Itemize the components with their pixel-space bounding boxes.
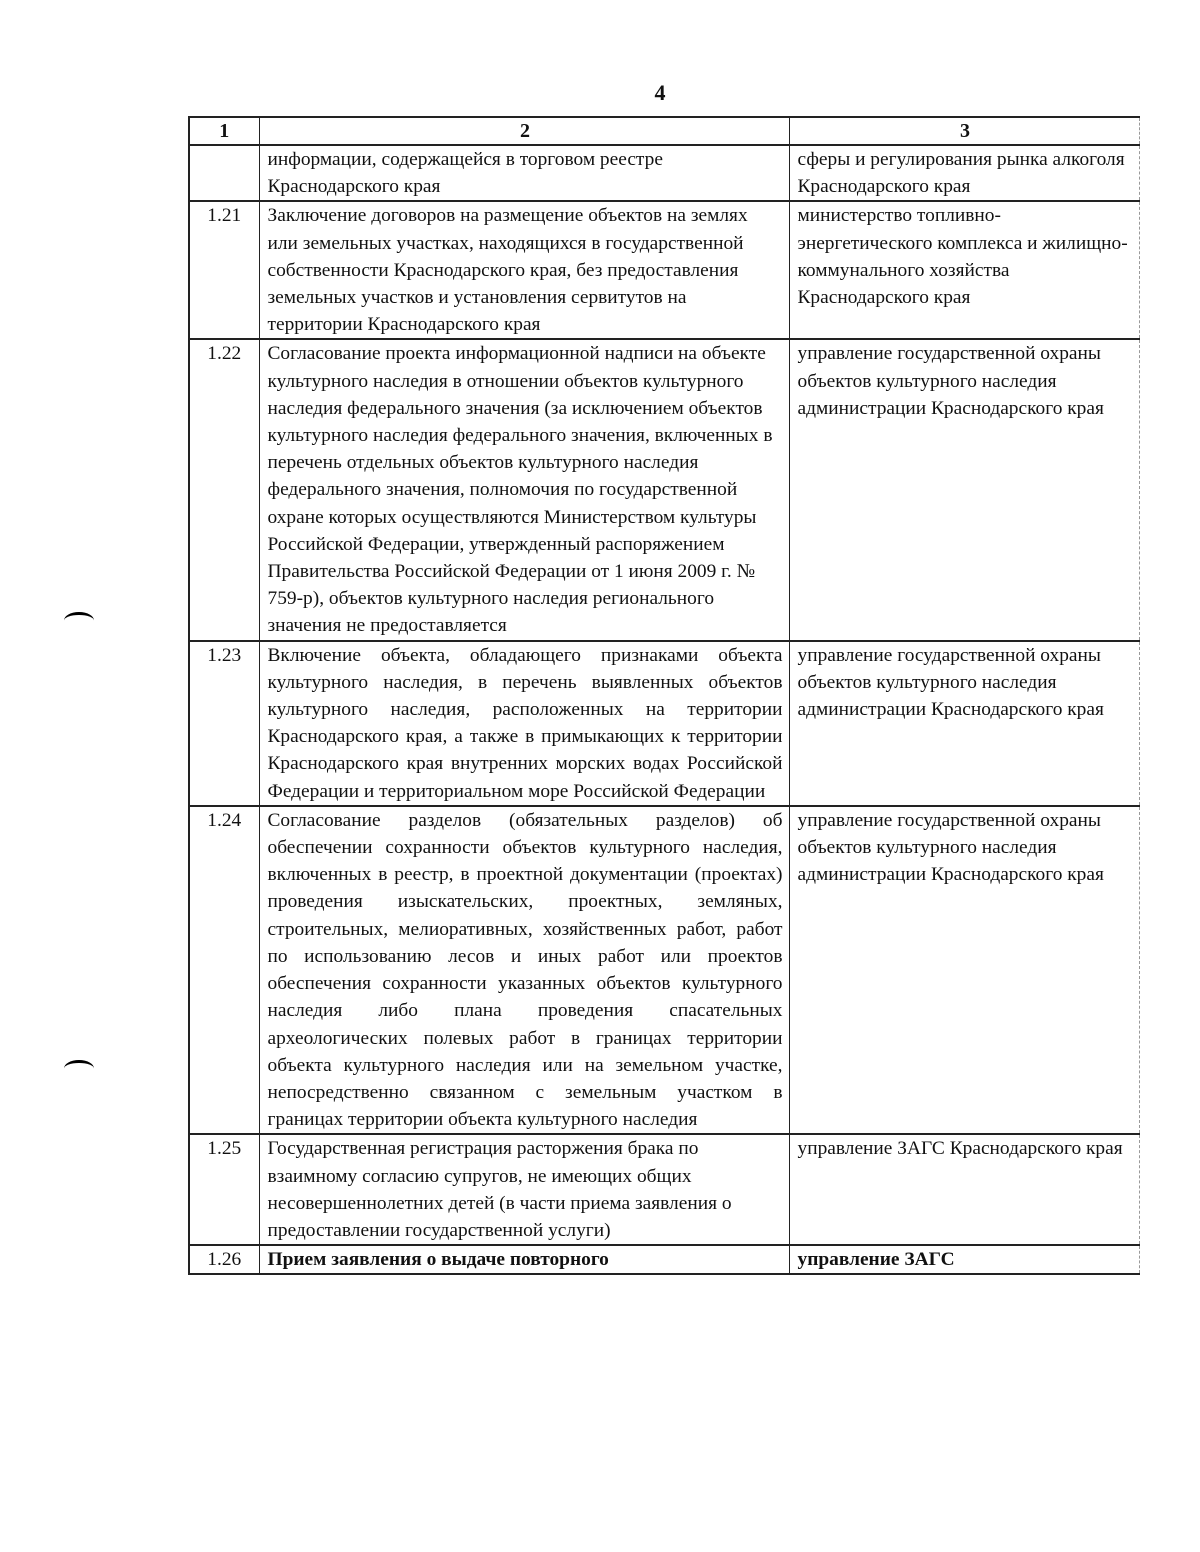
service-description: Согласование разделов (обязательных разделов) об обеспечении сохранности объектов культурного наследия, включенных в реестр, в проектной документации (проектах) проведения изыскательских, проектных, земляных, строительных, мелиоративных, хозяйственных работ, работ по использованию лесов и иных работ или проектов обеспечения сохранности указанных объектов культурного наследия либо плана проведения спасательных археологических полевых работ в границах территории объекта культурного наследия или на земельном участке, непосредственно связанном с земельным участком в границах территории объекта культурного наследия xyxy=(259,806,789,1134)
header-cell: 2 xyxy=(259,117,789,145)
service-description: информации, содержащейся в торговом реестре Краснодарского края xyxy=(259,145,789,201)
table-row xyxy=(189,201,1139,339)
punch-hole-mark-top xyxy=(64,612,94,629)
service-description: Включение объекта, обладающего признаками объекта культурного наследия, в перечень выявленных объектов культурного наследия, расположенных на территории Краснодарского края, а также в примыкающих к территории Краснодарского края внутренних морских водах Российской Федерации и территориальном море Российской Федерации xyxy=(259,641,789,806)
table-header-row xyxy=(189,117,1139,145)
service-description: Государственная регистрация расторжения брака по взаимному согласию супругов, не имеющих общих несовершеннолетних детей (в части приема заявления о предоставлении государственной услуги) xyxy=(259,1134,789,1245)
services-table xyxy=(188,116,1140,1275)
responsible-organization: управление ЗАГС xyxy=(789,1245,1139,1274)
responsible-organization: министерство топливно-энергетического комплекса и жилищно-коммунального хозяйства Краснодарского края xyxy=(789,201,1139,339)
table-row xyxy=(189,641,1139,806)
table-row xyxy=(189,806,1139,1134)
responsible-organization: управление государственной охраны объектов культурного наследия администрации Краснодарского края xyxy=(789,806,1139,1134)
service-description: Заключение договоров на размещение объектов на землях или земельных участках, находящихся в государственной собственности Краснодарского края, без предоставления земельных участков и установления сервитутов на территории Краснодарского края xyxy=(259,201,789,339)
row-number: 1.21 xyxy=(189,201,259,339)
responsible-organization: управление ЗАГС Краснодарского края xyxy=(789,1134,1139,1245)
table-row xyxy=(189,1134,1139,1245)
responsible-organization: сферы и регулирования рынка алкоголя Краснодарского края xyxy=(789,145,1139,201)
page-number: 4 xyxy=(654,80,666,105)
row-number xyxy=(189,145,259,201)
service-description: Прием заявления о выдаче повторного xyxy=(259,1245,789,1274)
responsible-organization: управление государственной охраны объектов культурного наследия администрации Краснодарского края xyxy=(789,641,1139,806)
row-number: 1.24 xyxy=(189,806,259,1134)
punch-hole-mark-bottom xyxy=(64,1060,94,1077)
row-number: 1.23 xyxy=(189,641,259,806)
table-row xyxy=(189,339,1139,640)
responsible-organization: управление государственной охраны объектов культурного наследия администрации Краснодарского края xyxy=(789,339,1139,640)
row-number: 1.26 xyxy=(189,1245,259,1274)
table-row xyxy=(189,1245,1139,1274)
header-cell: 1 xyxy=(189,117,259,145)
header-cell: 3 xyxy=(789,117,1139,145)
row-number: 1.25 xyxy=(189,1134,259,1245)
row-number: 1.22 xyxy=(189,339,259,640)
service-description: Согласование проекта информационной надписи на объекте культурного наследия в отношении объектов культурного наследия федерального значения (за исключением объектов культурного наследия федерального значения, включенных в перечень отдельных объектов культурного наследия федерального значения, полномочия по государственной охране которых осуществляются Министерством культуры Российской Федерации, утвержденный распоряжением Правительства Российской Федерации от 1 июня 2009 г. № 759-р), объектов культурного наследия регионального значения не предоставляется xyxy=(259,339,789,640)
table-row xyxy=(189,145,1139,201)
